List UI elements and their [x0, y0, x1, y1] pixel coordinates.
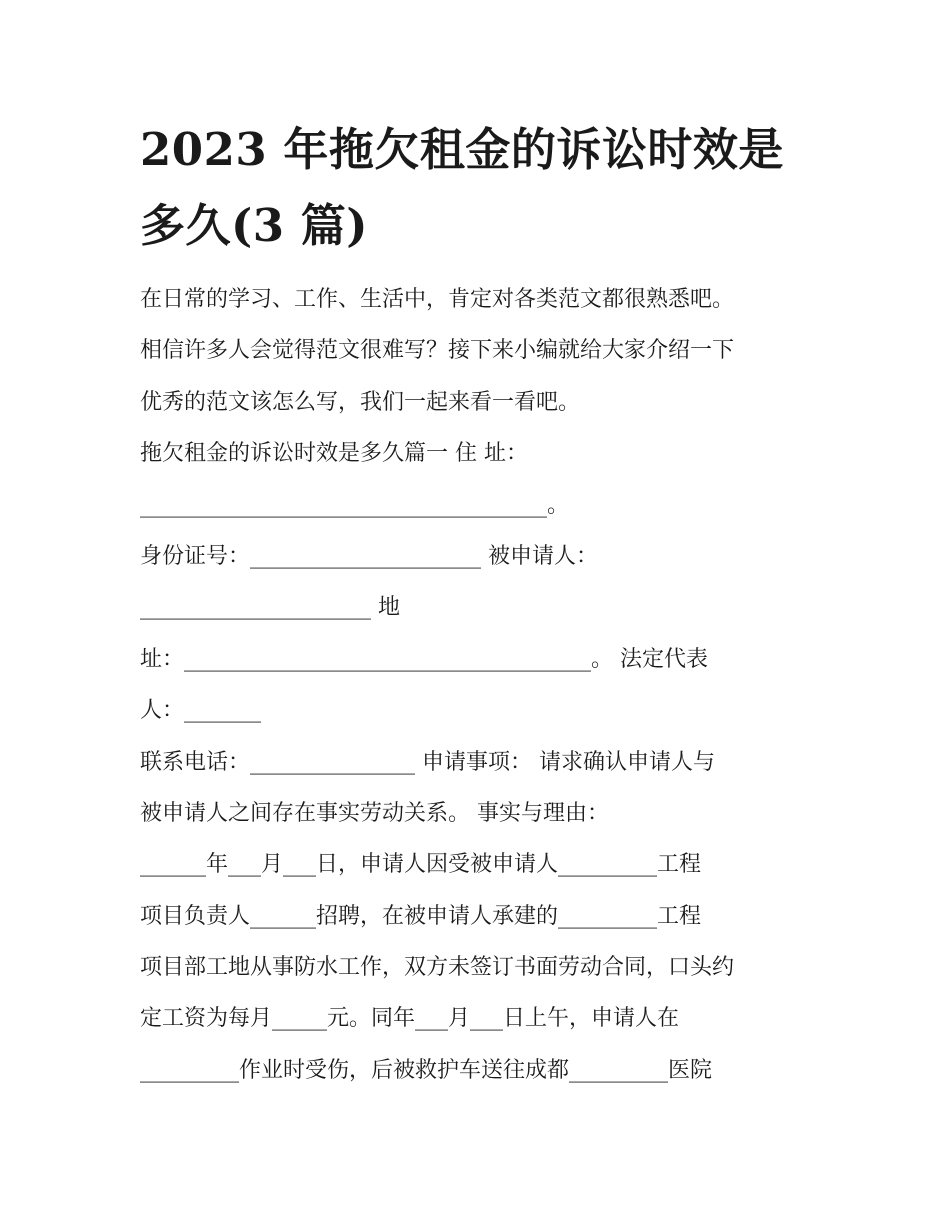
form-line-phone: 联系电话：_______________ 申请事项： 请求确认申请人与 [140, 749, 715, 775]
paragraph-line: 相信许多人会觉得范文很难写？接下来小编就给大家介绍一下 [140, 338, 735, 364]
document-body [140, 274, 830, 1096]
paragraph-line: 优秀的范文该怎么写，我们一起来看一看吧。 [140, 389, 581, 415]
form-blank-line: _____________________________________。 [140, 492, 570, 518]
paragraph-line: 项目部工地从事防水工作，双方未签订书面劳动合同，口头约 [140, 955, 735, 981]
form-line-representative: 人：_______ [140, 698, 262, 724]
section-heading-line: 拖欠租金的诉讼时效是多久篇一 住 址： [140, 441, 528, 467]
paragraph-line: 被申请人之间存在事实劳动关系。 事实与理由： [140, 800, 609, 826]
title-line-1: 2023 年拖欠租金的诉讼时效是 [140, 123, 784, 176]
document-title [140, 112, 830, 264]
paragraph-line: 在日常的学习、工作、生活中，肯定对各类范文都很熟悉吧。 [140, 287, 735, 312]
form-line-id-number: 身份证号：_____________________ 被申请人： [140, 543, 598, 569]
paragraph-line: 项目负责人______招聘，在被申请人承建的_________工程 [140, 903, 702, 929]
paragraph-line: 定工资为每月_____元。同年___月___日上午，申请人在 [140, 1006, 680, 1032]
title-line-2: 多久(3 篇) [140, 199, 369, 252]
form-line-address: 址：_____________________________________。 法定代表 [140, 646, 708, 672]
paragraph-line: _________作业时受伤，后被救护车送往成都_________医院 [140, 1057, 713, 1083]
paragraph-line: ______年___月___日，申请人因受被申请人_________工程 [140, 852, 702, 878]
form-blank-line: _____________________ 地 [140, 595, 400, 621]
